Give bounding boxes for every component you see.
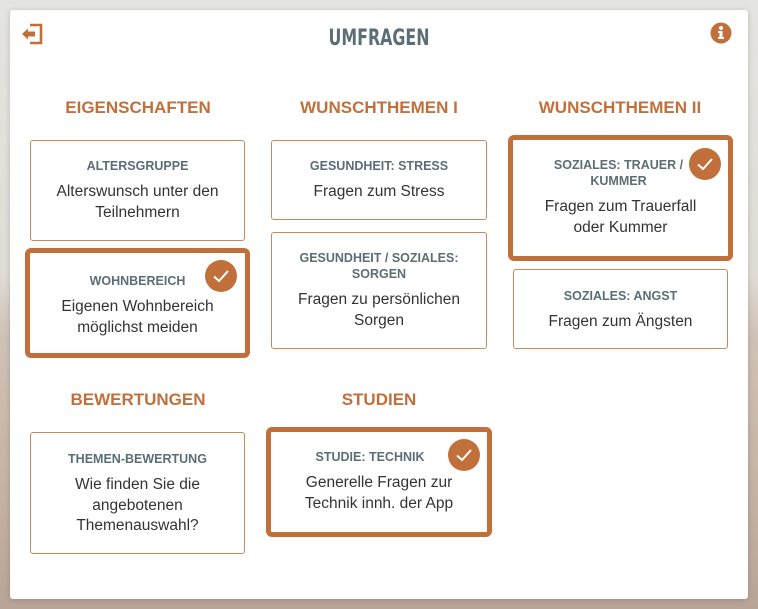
card-title: GESUNDHEIT: STRESS [309, 159, 449, 173]
card-description: Fragen zum Ängsten [548, 313, 693, 330]
survey-panel [10, 10, 748, 599]
card-description: Fragen zum Stress [313, 183, 445, 200]
info-button[interactable] [710, 22, 732, 44]
info-circle-icon [710, 22, 732, 44]
section-title-studien: STUDIEN [341, 390, 417, 409]
card-studie-technik[interactable] [266, 427, 492, 537]
selected-check-badge [689, 148, 721, 180]
card-description: Alterswunsch unter den Teilnehmern [56, 183, 219, 221]
card-description: Generelle Fragen zur Technik innh. der App [304, 474, 454, 512]
sign-out-icon [20, 22, 44, 46]
checkmark-icon [212, 267, 230, 285]
card-soziales-trauer-kummer[interactable] [508, 135, 733, 261]
card-title: ALTERSGRUPPE [86, 159, 189, 173]
card-description: Eigenen Wohnbereich möglichst meiden [61, 298, 214, 336]
page-title: UMFRAGEN [328, 26, 430, 51]
card-title: STUDIE: TECHNIK [315, 450, 425, 464]
card-title: GESUNDHEIT / SOZIALES: SORGEN [299, 251, 459, 281]
card-themen-bewertung[interactable] [30, 432, 245, 554]
section-title-wunschthemen-2: WUNSCHTHEMEN II [538, 98, 702, 117]
section-title-bewertungen: BEWERTUNGEN [70, 390, 206, 409]
checkmark-icon [455, 446, 473, 464]
selected-check-badge [448, 439, 480, 471]
section-title-wunschthemen-1: WUNSCHTHEMEN I [300, 98, 458, 117]
card-description: Wie finden Sie die angebotenen Themenauswahl? [75, 476, 200, 534]
card-title: SOZIALES: TRAUER / KUMMER [553, 158, 684, 188]
card-title: WOHNBEREICH [89, 274, 186, 288]
selected-check-badge [205, 260, 237, 292]
section-title-eigenschaften: EIGENSCHAFTEN [65, 98, 211, 117]
checkmark-icon [696, 155, 714, 173]
card-description: Fragen zu persönlichen Sorgen [298, 291, 460, 329]
card-gesundheit-stress[interactable] [271, 140, 487, 220]
card-description: Fragen zum Trauerfall oder Kummer [544, 198, 697, 236]
card-title: THEMEN-BEWERTUNG [68, 452, 207, 466]
card-altersgruppe[interactable] [30, 140, 245, 241]
card-wohnbereich[interactable] [25, 248, 250, 358]
card-title: SOZIALES: ANGST [563, 289, 678, 303]
card-gesundheit-soziales-sorgen[interactable] [271, 232, 487, 349]
exit-button[interactable] [20, 22, 44, 46]
card-soziales-angst[interactable] [513, 269, 728, 349]
